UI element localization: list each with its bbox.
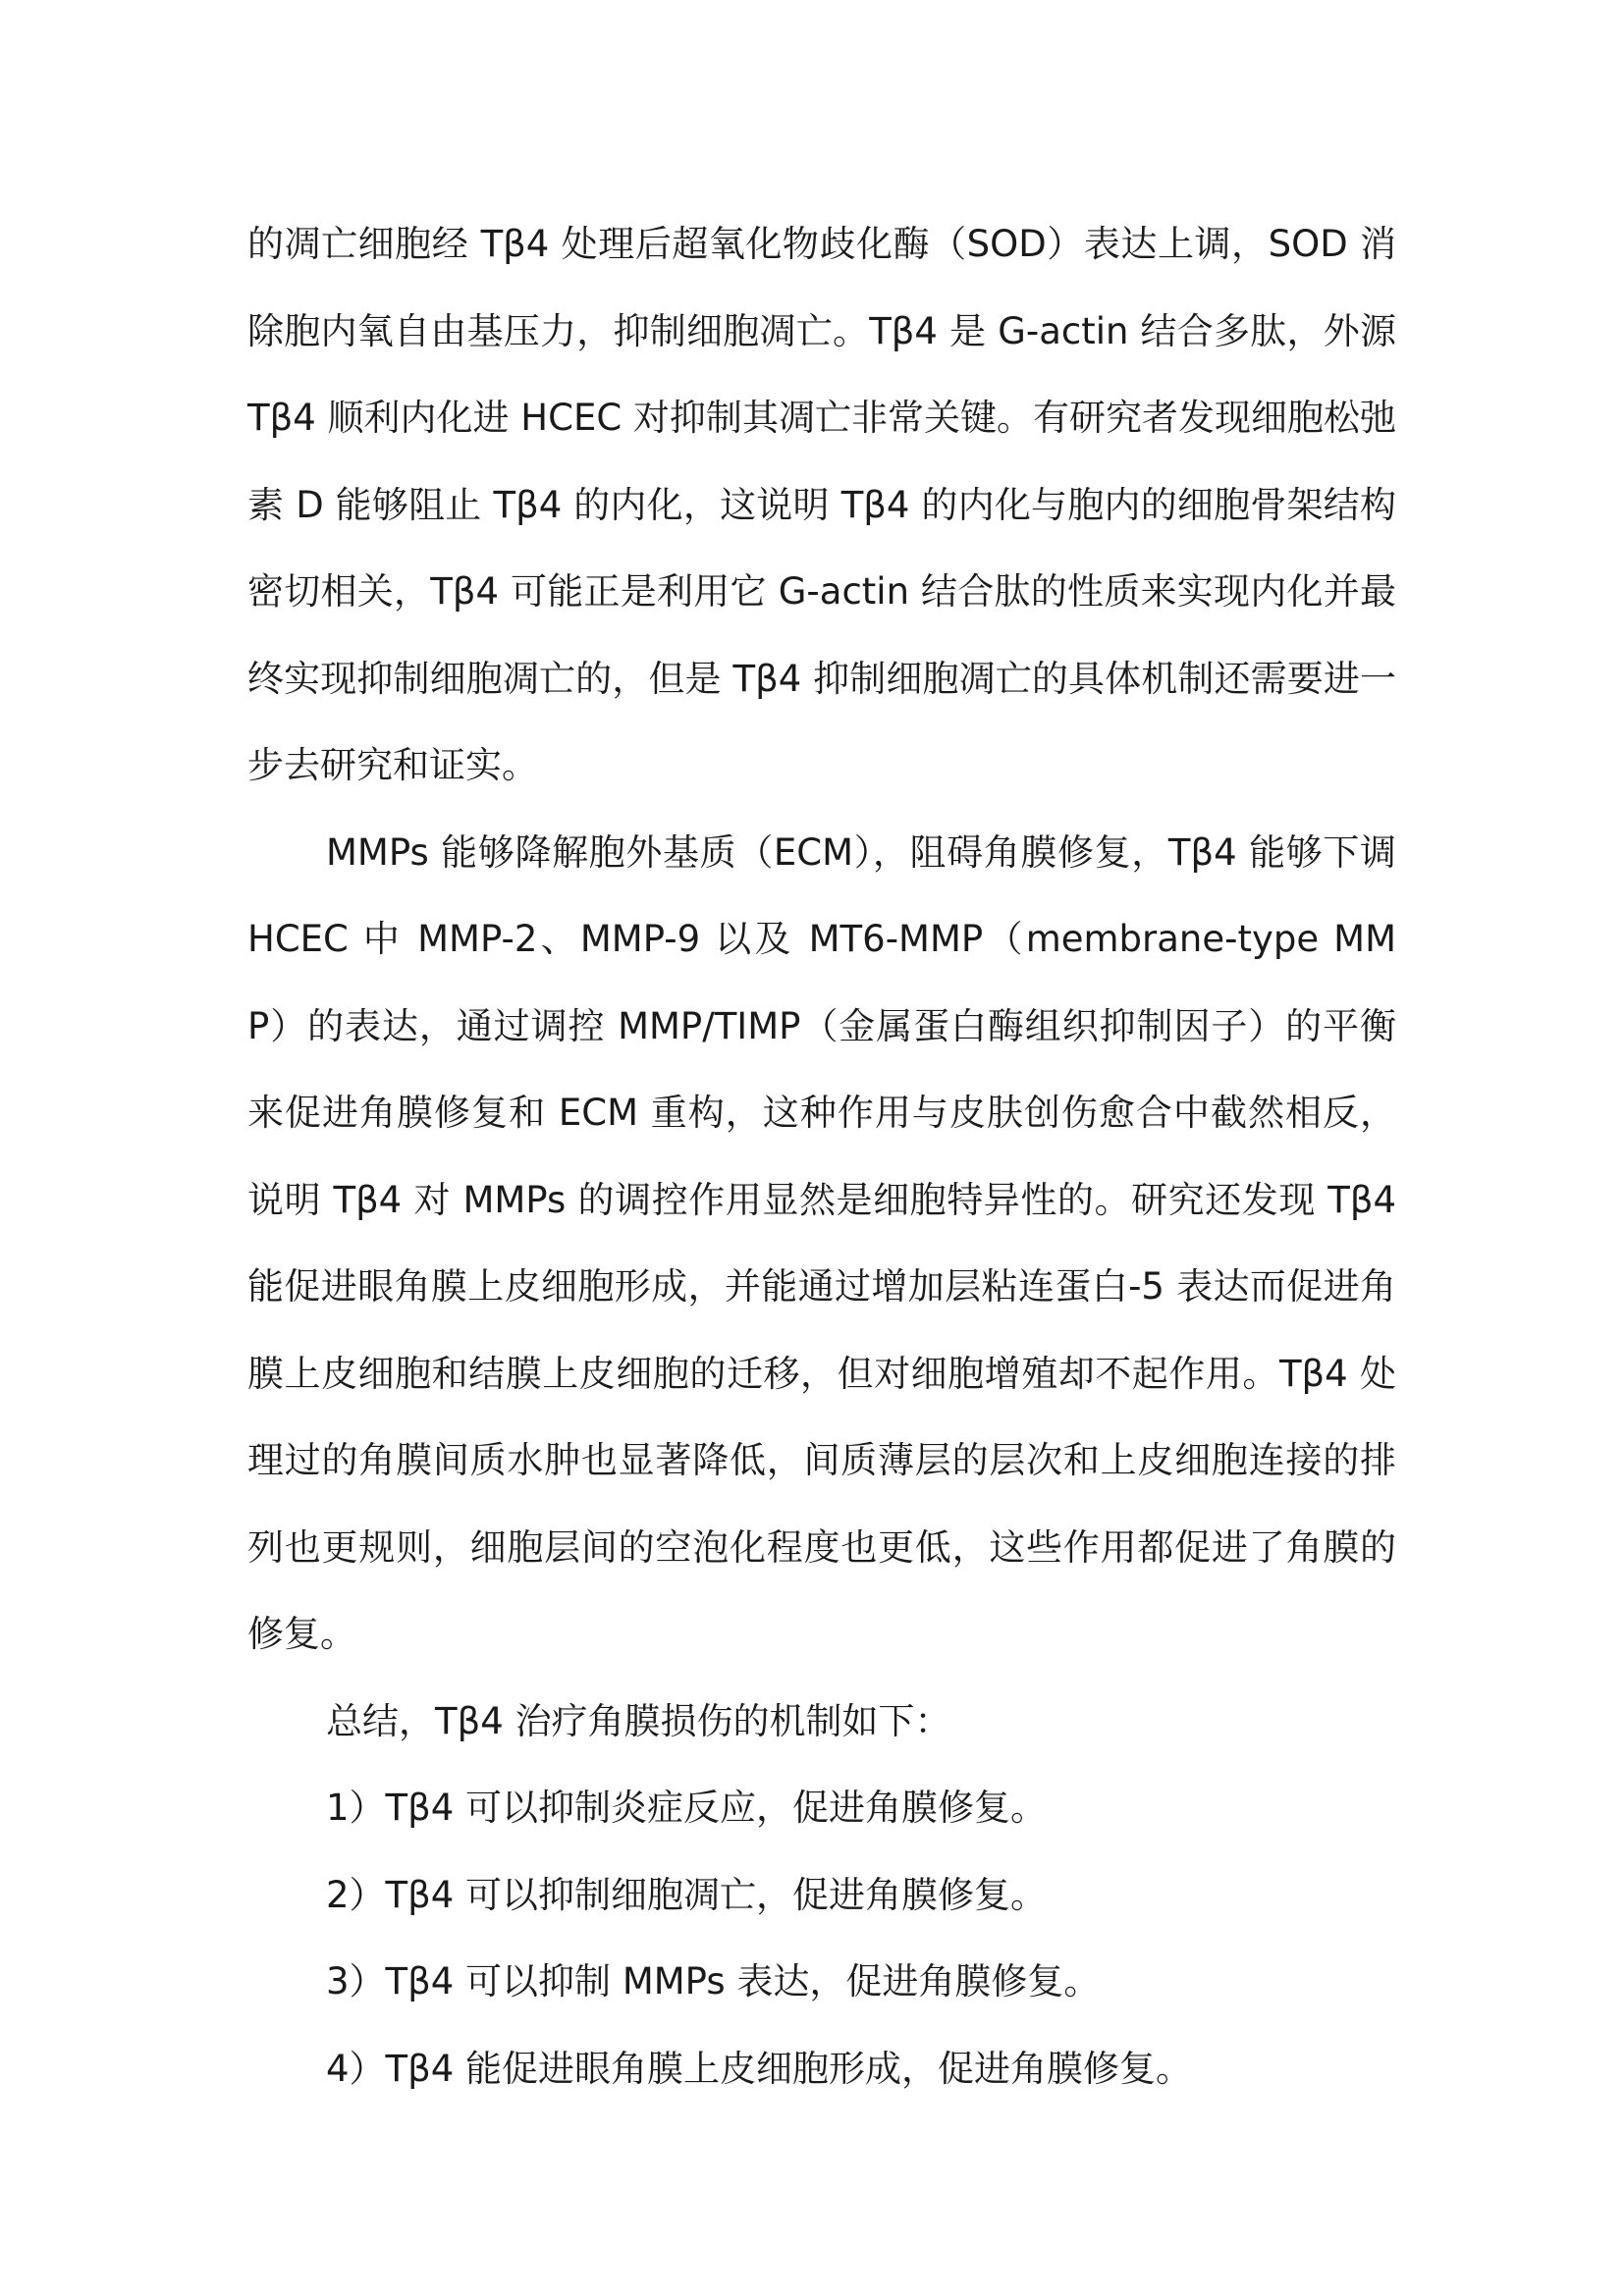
document-body <box>247 201 1396 2112</box>
summary-intro: 总结，Tβ4 治疗角膜损伤的机制如下： <box>326 1699 951 1742</box>
summary-item-3: 3）Tβ4 可以抑制 MMPs 表达，促进角膜修复。 <box>326 1960 1101 2002</box>
summary-item-4: 4）Tβ4 能促进眼角膜上皮细胞形成，促进角膜修复。 <box>326 2047 1193 2090</box>
paragraph-continuation: 的凋亡细胞经 Tβ4 处理后超氧化物歧化酶（SOD）表达上调，SOD 消除胞内氧自由基压力，抑制细胞凋亡。Tβ4 是 G-actin 结合多肽，外源 Tβ4 顺利内化进 HCEC 对抑制其凋亡非常关键。有研究者发现细胞松弛素 D 能够阻止 Tβ4 的内化，这说明 Tβ4 的内化与胞内的细胞骨架结构密切相关，Tβ4 可能正是利用它 G-actin 结合肽的性质来实现内化并最终实现抑制细胞凋亡的，但是 Tβ4 抑制细胞凋亡的具体机制还需要进一步去研究和证实。 <box>247 223 1396 786</box>
summary-item-2: 2）Tβ4 可以抑制细胞凋亡，促进角膜修复。 <box>326 1873 1048 1916</box>
paragraph-mmps: MMPs 能够降解胞外基质（ECM），阻碍角膜修复，Tβ4 能够下调 HCEC 中 MMP-2、MMP-9 以及 MT6-MMP（membrane-type MMP）的表达，通过调控 MMP/TIMP（金属蛋白酶组织抑制因子）的平衡来促进角膜修复和 ECM 重构，这种作用与皮肤创伤愈合中截然相反，说明 Tβ4 对 MMPs 的调控作用显然是细胞特异性的。研究还发现 Tβ4 能促进眼角膜上皮细胞形成，并能通过增加层粘连蛋白-5 表达而促进角膜上皮细胞和结膜上皮细胞的迁移，但对细胞增殖却不起作用。Tβ4 处理过的角膜间质水肿也显著降低，间质薄层的层次和上皮细胞连接的排列也更规则，细胞层间的空泡化程度也更低，这些作用都促进了角膜的修复。 <box>247 830 1396 1655</box>
summary-item-1: 1）Tβ4 可以抑制炎症反应，促进角膜修复。 <box>326 1787 1048 1829</box>
